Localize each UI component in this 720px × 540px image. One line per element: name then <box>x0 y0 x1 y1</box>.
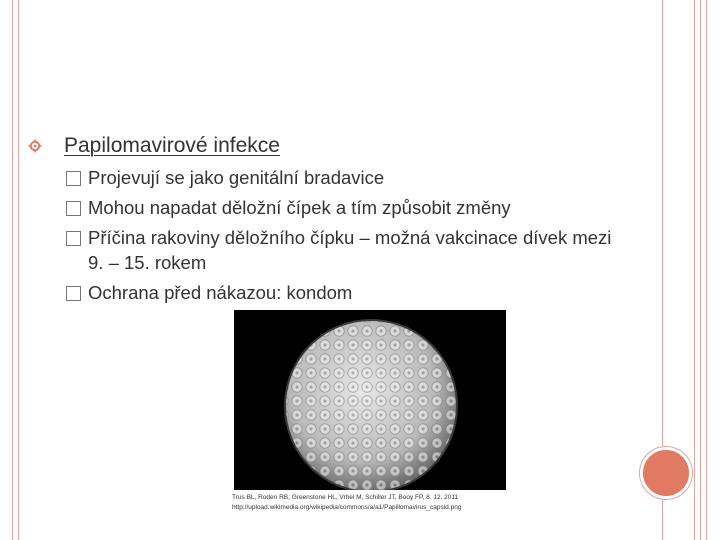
slide-title-row <box>28 132 280 160</box>
checkbox-bullet-icon <box>66 171 81 186</box>
checkbox-bullet-icon <box>66 201 81 216</box>
caption-url: http://upload.wikimedia.org/wikipedia/commons/a/a1/Papillomavirus_capsid.png <box>232 504 462 511</box>
virus-capsid-image <box>234 310 506 490</box>
checkbox-bullet-icon <box>66 286 81 301</box>
capsid-illustration <box>234 310 506 490</box>
caption-authors: Trus BL, Roden RB, Greenstone HL, Vrhel M, Schiller JT, Booy FP, 8. 12. 2011 <box>232 494 459 501</box>
decorative-line-4 <box>700 0 701 540</box>
decorative-line-3 <box>694 0 695 540</box>
list-item <box>66 195 626 220</box>
list-item <box>66 165 626 190</box>
list-item-text: Projevují se jako genitální bradavice <box>88 167 385 188</box>
checkbox-bullet-icon <box>66 231 81 246</box>
decorative-circle <box>640 447 692 499</box>
list-item-text: Ochrana před nákazou: kondom <box>88 282 353 303</box>
list-item <box>66 280 626 305</box>
image-caption <box>232 493 532 513</box>
list-item-text: Mohou napadat děložní čípek a tím způsobit změny <box>88 197 511 218</box>
list-item <box>66 225 626 275</box>
list-item-text: Příčina rakoviny děložního čípku – možná vakcinace dívek mezi 9. – 15. rokem <box>88 227 612 273</box>
decorative-line-2 <box>18 0 19 540</box>
decorative-line-1 <box>12 0 13 540</box>
slide-title: Papilomavirové infekce <box>64 134 280 157</box>
bullet-list <box>66 165 626 310</box>
decorative-line-5 <box>706 0 707 540</box>
gear-bullet-icon <box>28 139 42 153</box>
